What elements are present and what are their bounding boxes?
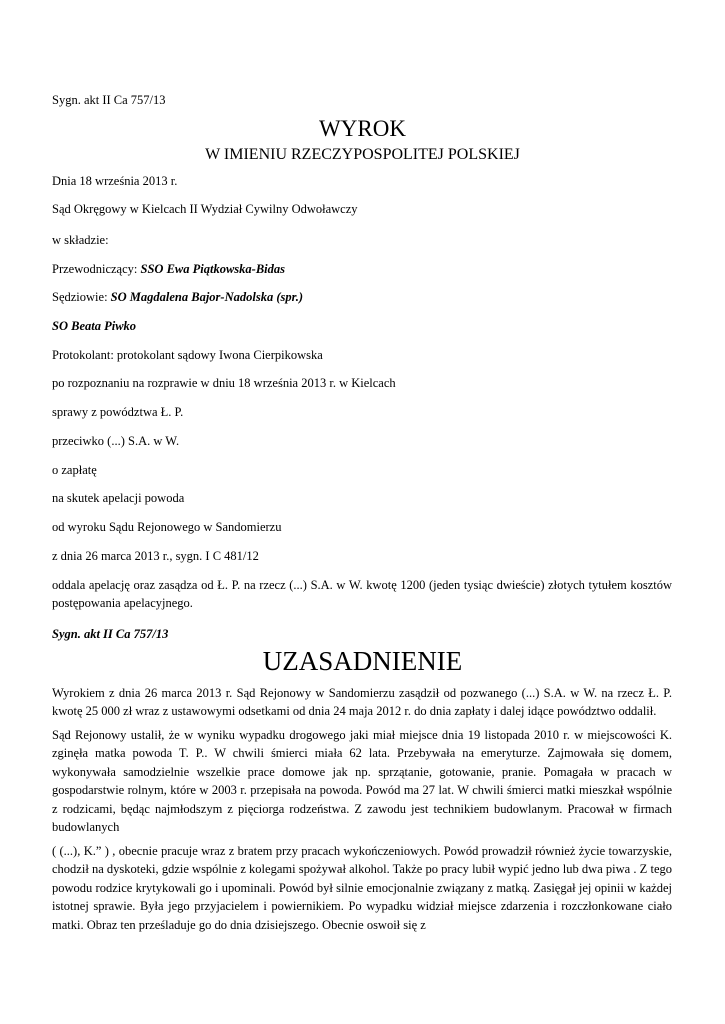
justification-signature: Sygn. akt II Ca 757/13 <box>52 627 169 641</box>
justification-paragraph-3: ( (...), K.” ) , obecnie pracuje wraz z bratem przy pracach wykończeniowych. Powód prowadził również życie towarzyskie, chodził na dyskoteki, gdzie wspólnie z kolegami spożywał alkohol. Także po pracy lubił wypić jedno lub dwa piwa . Z tego powodu rodzice krytykowali go i upominali. Powód był silnie emocjonalnie związany z matką. Zasięgał jej opinii w każdej istotnej sprawie. Była jego przyjacielem i powiernikiem. Po wypadku widział miejsce zdarzenia i rozczłonkowane ciało matki. Obraz ten prześladuje go do dnia dzisiejszego. Obecnie oswoił się z <box>52 844 672 932</box>
judges-line <box>52 289 303 305</box>
appeal-line: na skutek apelacji powoda <box>52 491 185 505</box>
lower-court-line: od wyroku Sądu Rejonowego w Sandomierzu <box>52 520 282 534</box>
justification-title: UZASADNIENIE <box>262 646 463 676</box>
case-subject: o zapłatę <box>52 463 97 477</box>
document-title: WYROK <box>319 116 406 141</box>
court-clerk: Protokolant: protokolant sądowy Iwona Cierpikowska <box>52 348 323 362</box>
plaintiff-line: sprawy z powództwa Ł. P. <box>52 405 184 419</box>
presiding-judge-line <box>52 261 285 277</box>
presiding-judge-name: SSO Ewa Piątkowska-Bidas <box>140 262 285 276</box>
composition-label: w składzie: <box>52 233 109 247</box>
document-subtitle: W IMIENIU RZECZYPOSPOLITEJ POLSKIEJ <box>205 146 520 163</box>
judge-2-name: SO Beata Piwko <box>52 319 137 333</box>
justification-paragraph-1: Wyrokiem z dnia 26 marca 2013 r. Sąd Rejonowy w Sandomierzu zasądził od pozwanego (...) S.A. w W. na rzecz Ł. P. kwotę 25 000 zł wraz z ustawowymi odsetkami od dnia 24 maja 2012 r. do dnia zapłaty i dalej idące powództwo oddalił. <box>52 686 672 719</box>
court-name: Sąd Okręgowy w Kielcach II Wydział Cywilny Odwoławczy <box>52 202 358 216</box>
operative-part: oddala apelację oraz zasądza od Ł. P. na rzecz (...) S.A. w W. kwotę 1200 (jeden tysiąc dwieście) złotych tytułem kosztów postępowania apelacyjnego. <box>52 578 672 611</box>
case-signature: Sygn. akt II Ca 757/13 <box>52 93 166 107</box>
defendant-line: przeciwko (...) S.A. w W. <box>52 434 180 448</box>
lower-court-date: z dnia 26 marca 2013 r., sygn. I C 481/12 <box>52 549 259 563</box>
presiding-label: Przewodniczący: <box>52 262 138 276</box>
judgment-date: Dnia 18 września 2013 r. <box>52 174 178 188</box>
justification-paragraph-2: Sąd Rejonowy ustalił, że w wyniku wypadku drogowego jaki miał miejsce dnia 19 listopada 2010 r. w miejscowości K. zginęła matka powoda T. P.. W chwili śmierci miała 62 lata. Przebywała na emeryturze. Zajmowała się domem, wykonywała samodzielnie wszelkie prace domowe jak np. sprzątanie, gotowanie, pranie. Pomagała w pracach w gospodarstwie rolnym, które w 2003 r. przepisała na powoda. Powód ma 27 lat. W chwili śmierci matki mieszkał wspólnie z rodzicami, będąc najmłodszym z pięciorga rodzeństwa. Z zawodu jest technikiem budowlanym. Pracował w firmach budowlanych <box>52 728 672 835</box>
judges-label: Sędziowie: <box>52 290 108 304</box>
hearing-info: po rozpoznaniu na rozprawie w dniu 18 września 2013 r. w Kielcach <box>52 376 396 390</box>
judge-1-name: SO Magdalena Bajor-Nadolska (spr.) <box>110 290 304 304</box>
